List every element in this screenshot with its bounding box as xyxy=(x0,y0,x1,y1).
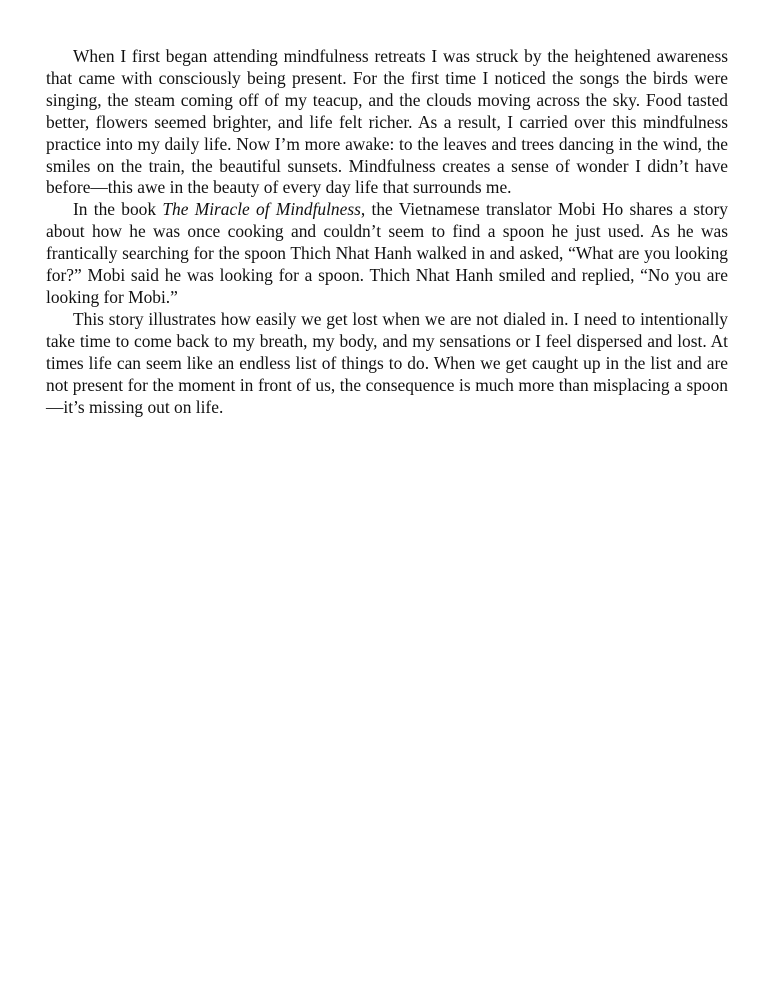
document-page xyxy=(46,46,728,418)
book-title: The Miracle of Mindfulness xyxy=(162,199,361,220)
paragraph-text: When I first began attending mindfulness retreats I was struck by the heightened awareness that came with consciously being present. For the first time I noticed the songs the birds were singing, the steam coming off of my teacup, and the clouds moving across the sky. Food tasted better, flowers seemed brighter, and life felt richer. As a result, I carried over this mindfulness practice into my daily life. Now I’m more awake: to the leaves and trees dancing in the wind, the smiles on the train, the beautiful sunsets. Mindfulness creates a sense of wonder I didn’t have before—this awe in the beauty of every day life that surrounds me. xyxy=(46,46,728,198)
paragraph-text-before: In the book xyxy=(73,199,163,220)
paragraph-lesson xyxy=(46,309,728,419)
paragraph-text: This story illustrates how easily we get lost when we are not dialed in. I need to intentionally take time to come back to my breath, my body, and my sensations or I feel dispersed and lost. At times life can seem like an endless list of things to do. When we get caught up in the list and are not present for the moment in front of us, the consequence is much more than misplacing a spoon—it’s missing out on life. xyxy=(46,308,728,417)
paragraph-spoon-story xyxy=(46,199,728,309)
paragraph-text-after: , the Vietnamese translator Mobi Ho shares a story about how he was once cooking and couldn’t seem to find a spoon he just used. As he was frantically searching for the spoon Thich Nhat Hanh walked in and asked, “What are you looking for?” Mobi said he was looking for a spoon. Thich Nhat Hanh smiled and replied, “No you are looking for Mobi.” xyxy=(46,199,728,307)
paragraph-retreats xyxy=(46,46,728,199)
